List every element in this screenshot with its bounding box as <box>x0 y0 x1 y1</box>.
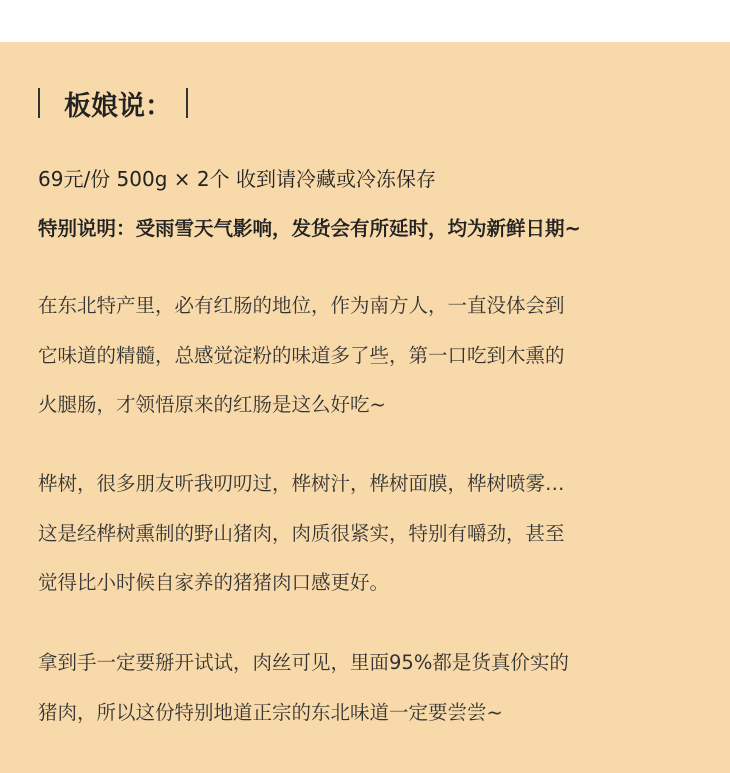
paragraph-try-it <box>38 638 718 737</box>
paragraph-birch-smoked <box>38 459 718 608</box>
section-heading <box>38 85 188 121</box>
top-white-strip <box>0 0 730 42</box>
paragraph-red-sausage <box>38 281 718 430</box>
price-info-line: 69元/份 500g × 2个 收到请冷藏或冷冻保存 <box>38 167 436 191</box>
paragraph-line: 桦树，很多朋友听我叨叨过，桦树汁，桦树面膜，桦树喷雾… <box>38 472 565 495</box>
paragraph-line: 猪肉，所以这份特别地道正宗的东北味道一定要尝尝~ <box>38 700 503 724</box>
paragraph-line: 它味道的精髓，总感觉淀粉的味道多了些，第一口吃到木熏的 <box>38 343 565 367</box>
paragraph-line: 在东北特产里，必有红肠的地位，作为南方人，一直没体会到 <box>38 294 565 317</box>
heading-left-bar <box>38 88 40 118</box>
paragraph-line: 拿到手一定要掰开试试，肉丝可见，里面95%都是货真价实的 <box>38 651 569 674</box>
paragraph-line: 这是经桦树熏制的野山猪肉，肉质很紧实，特别有嚼劲，甚至 <box>38 521 565 545</box>
shipping-notice-line: 特别说明：受雨雪天气影响，发货会有所延时，均为新鲜日期~ <box>38 217 581 240</box>
paragraph-line: 火腿肠，才领悟原来的红肠是这么好吃~ <box>38 393 386 416</box>
heading-title: 板娘说： <box>64 90 172 122</box>
heading-right-bar <box>186 88 188 118</box>
paragraph-line: 觉得比小时候自家养的猪猪肉口感更好。 <box>38 571 390 594</box>
